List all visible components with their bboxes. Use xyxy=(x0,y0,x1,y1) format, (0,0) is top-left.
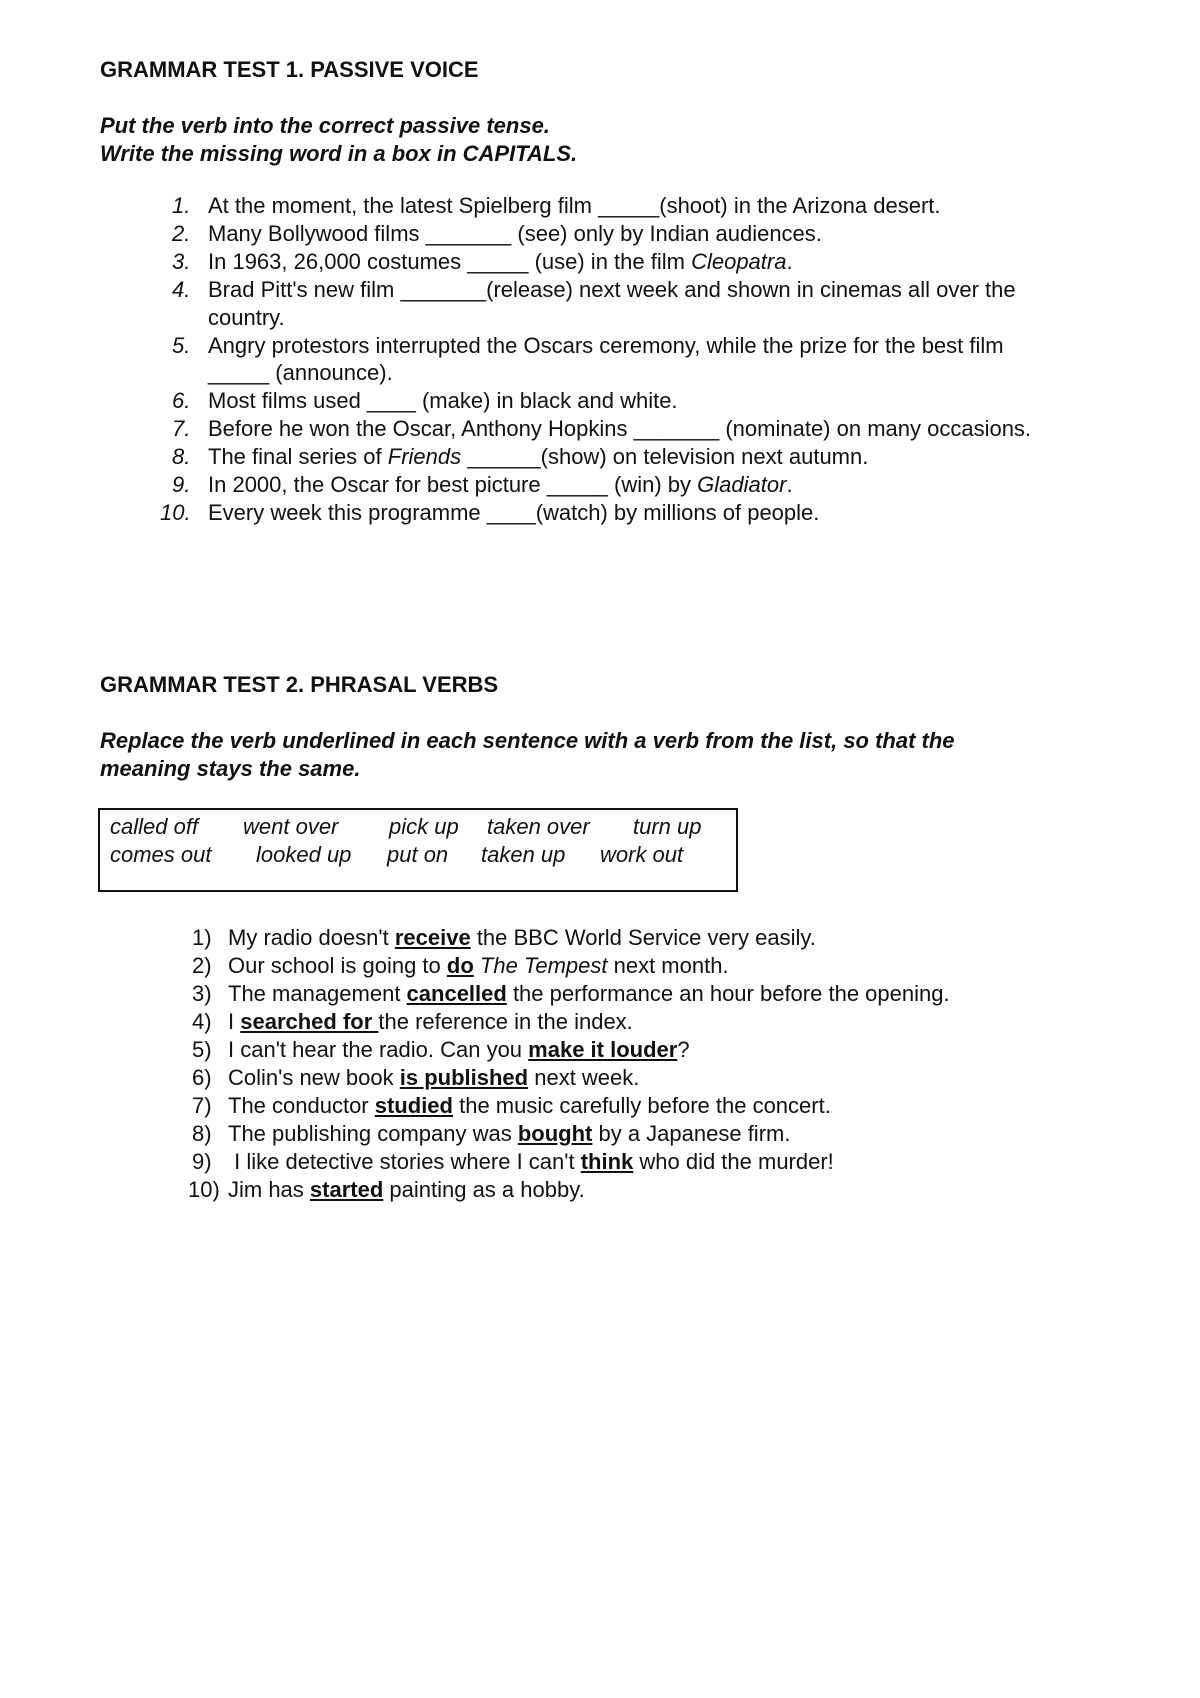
question-text: the performance an hour before the opening. xyxy=(506,981,950,1006)
word-option: looked up xyxy=(256,842,352,867)
test1-question xyxy=(160,499,1166,527)
word-option: work out xyxy=(600,842,684,867)
word-option: comes out xyxy=(110,842,212,867)
question-number: 5. xyxy=(172,332,191,358)
test2-question xyxy=(192,924,1192,952)
test2-question xyxy=(192,980,1192,1008)
test1-question xyxy=(166,443,1166,471)
underlined-verb: bought xyxy=(517,1121,593,1146)
question-number: 2) xyxy=(192,953,212,978)
question-text: The management xyxy=(228,981,407,1006)
word-option: turn up xyxy=(633,814,702,839)
question-text: next week. xyxy=(528,1065,640,1090)
test1-question xyxy=(166,387,1166,415)
question-text: The final series of xyxy=(208,444,388,470)
question-text: who did the murder! xyxy=(633,1149,834,1174)
question-number: 8) xyxy=(192,1121,212,1146)
test2-heading: GRAMMAR TEST 2. PHRASAL VERBS xyxy=(100,672,499,697)
question-number: 8. xyxy=(172,444,191,470)
question-text: Angry protestors interrupted the Oscars ceremony, while the prize for the best film xyxy=(208,332,1004,358)
question-text: the music carefully before the concert. xyxy=(452,1093,831,1118)
question-text-continued: country. xyxy=(208,304,285,330)
question-number: 5) xyxy=(192,1037,212,1062)
question-number: 4. xyxy=(172,276,191,302)
question-text: Before he won the Oscar, Anthony Hopkins _______ (nominate) on many occasions. xyxy=(208,416,1032,442)
question-text: Brad Pitt's new film _______(release) next week and shown in cinemas all over the xyxy=(208,276,1016,302)
underlined-verb: is published xyxy=(399,1065,529,1090)
test2-question xyxy=(192,1120,1192,1148)
question-text: Our school is going to xyxy=(228,953,447,978)
word-list-box xyxy=(98,808,738,892)
play-title: The Tempest xyxy=(473,953,608,978)
test1-question xyxy=(166,276,1166,332)
question-text: painting as a hobby. xyxy=(383,1177,585,1202)
question-text: Colin's new book xyxy=(228,1065,400,1090)
question-text: My radio doesn't xyxy=(228,925,395,950)
question-text: next month. xyxy=(607,953,729,978)
question-number: 3) xyxy=(192,981,212,1006)
word-option: went over xyxy=(243,814,339,839)
word-list-row xyxy=(110,842,683,868)
test2-question xyxy=(192,1036,1192,1064)
question-number: 6) xyxy=(192,1065,212,1090)
test1-heading: GRAMMAR TEST 1. PASSIVE VOICE xyxy=(100,57,479,82)
question-text: I xyxy=(228,1009,241,1034)
word-option: called off xyxy=(110,814,199,839)
test1-question xyxy=(166,332,1166,388)
question-text: I can't hear the radio. Can you xyxy=(228,1037,529,1062)
test2-question-list xyxy=(188,924,1192,1204)
question-number: 4) xyxy=(192,1009,212,1034)
question-number: 10. xyxy=(160,499,191,525)
question-number: 9) xyxy=(192,1149,212,1174)
underlined-verb: studied xyxy=(374,1093,453,1118)
question-text: I like detective stories where I can't xyxy=(228,1149,581,1174)
question-text: Every week this programme ____(watch) by millions of people. xyxy=(208,499,820,525)
question-text: . xyxy=(786,248,793,274)
question-text: The publishing company was xyxy=(228,1121,518,1146)
test2-question xyxy=(192,1008,1192,1036)
question-text-continued: _____ (announce). xyxy=(208,360,393,386)
test1-question-list xyxy=(160,192,1166,527)
question-text: The conductor xyxy=(228,1093,375,1118)
question-number: 6. xyxy=(172,388,191,414)
question-text: Many Bollywood films _______ (see) only by Indian audiences. xyxy=(208,220,822,246)
question-text: the BBC World Service very easily. xyxy=(470,925,816,950)
film-title: Cleopatra xyxy=(691,248,787,274)
test2-instructions xyxy=(100,727,955,783)
show-title: Friends xyxy=(387,444,462,470)
question-text: ? xyxy=(677,1037,690,1062)
test2-question xyxy=(192,1092,1192,1120)
word-option: taken over xyxy=(487,814,590,839)
question-text: Most films used ____ (make) in black and white. xyxy=(208,388,678,414)
test1-question xyxy=(166,248,1166,276)
question-number: 7) xyxy=(192,1093,212,1118)
test1-question xyxy=(166,471,1166,499)
underlined-verb: cancelled xyxy=(406,981,507,1006)
test2-question xyxy=(192,952,1192,980)
underlined-verb: started xyxy=(309,1177,384,1202)
underlined-verb: do xyxy=(446,953,474,978)
question-number: 3. xyxy=(172,248,191,274)
test1-instructions xyxy=(100,112,577,168)
question-text: At the moment, the latest Spielberg film _____(shoot) in the Arizona desert. xyxy=(208,193,941,218)
underlined-verb: make it louder xyxy=(528,1037,678,1062)
question-number: 10) xyxy=(188,1177,220,1202)
question-text: ______(show) on television next autumn. xyxy=(461,444,869,470)
test2-instruction-line: meaning stays the same. xyxy=(100,756,361,781)
test1-instruction-line: Put the verb into the correct passive tense. xyxy=(100,113,550,138)
question-text: Jim has xyxy=(228,1177,310,1202)
word-option: taken up xyxy=(481,842,566,867)
test1-instruction-line: Write the missing word in a box in CAPITALS. xyxy=(100,141,578,166)
question-number: 9. xyxy=(172,472,191,498)
underlined-verb: searched for xyxy=(240,1009,379,1034)
question-number: 1. xyxy=(172,193,191,218)
film-title: Gladiator xyxy=(697,472,787,498)
question-number: 2. xyxy=(172,220,191,246)
test1-question xyxy=(166,220,1166,248)
question-text: . xyxy=(786,472,793,498)
test2-question xyxy=(188,1176,1192,1204)
test1-question xyxy=(166,192,1166,220)
test2-question xyxy=(192,1064,1192,1092)
word-list-row xyxy=(110,814,702,840)
question-number: 1) xyxy=(192,925,212,950)
underlined-verb: receive xyxy=(394,925,471,950)
question-number: 7. xyxy=(172,416,191,442)
test2-question xyxy=(192,1148,1192,1176)
test2-instruction-line: Replace the verb underlined in each sentence with a verb from the list, so that the xyxy=(100,728,955,753)
word-option: pick up xyxy=(389,814,459,839)
word-option: put on xyxy=(387,842,449,867)
question-text: by a Japanese firm. xyxy=(592,1121,791,1146)
test1-question xyxy=(166,415,1166,443)
underlined-verb: think xyxy=(580,1149,634,1174)
question-text: In 2000, the Oscar for best picture _____ (win) by xyxy=(208,472,698,498)
question-text: the reference in the index. xyxy=(378,1009,633,1034)
question-text: In 1963, 26,000 costumes _____ (use) in the film xyxy=(208,248,692,274)
